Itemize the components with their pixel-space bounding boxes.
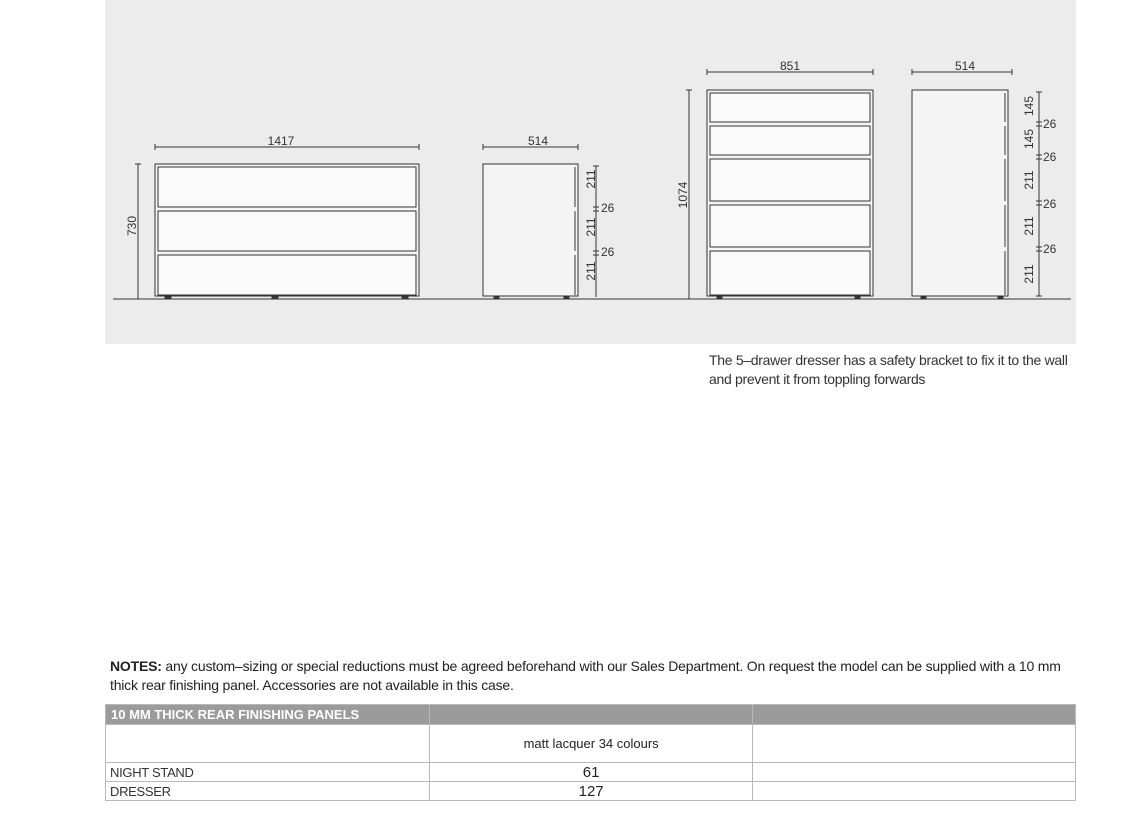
- dresser-gap-4-label: 26: [1043, 242, 1057, 256]
- dresser-drawer-4-label: 211: [1022, 216, 1036, 236]
- table-cell: [753, 763, 1076, 782]
- dresser-drawer-3-label: 211: [1022, 170, 1036, 190]
- notes-text: any custom–sizing or special reductions must be agreed beforehand with our Sales Department. On request the model can be supplied with a 10 mm thick rear finishing panel. Accessories are not available in this case.: [110, 658, 1061, 693]
- table-title: 10 MM THICK REAR FINISHING PANELS: [106, 705, 430, 725]
- dresser-gap-3-label: 26: [1043, 197, 1057, 211]
- nightstand-gap-1-label: 26: [601, 201, 615, 215]
- table-row: [106, 782, 1076, 801]
- furniture-drawing: [105, 0, 1076, 344]
- dresser-side-view: [912, 90, 1008, 299]
- chest-front-view: [155, 164, 419, 299]
- caption-line-2: and prevent it from toppling forwards: [709, 371, 926, 387]
- table-cell: [753, 782, 1076, 801]
- table-header-row: [106, 705, 1076, 725]
- dresser-width-label: 851: [779, 59, 801, 73]
- nightstand-drawer-1-label: 211: [584, 169, 598, 189]
- nightstand-side-view: [483, 164, 578, 299]
- notes-label: NOTES:: [110, 658, 162, 674]
- dresser-gap-1-label: 26: [1043, 117, 1057, 131]
- notes-paragraph: [110, 657, 1085, 695]
- dresser-drawer-1-label: 145: [1022, 95, 1036, 117]
- technical-drawing-panel: [105, 0, 1076, 344]
- nightstand-drawer-2-label: 211: [584, 217, 598, 237]
- table-row: [106, 763, 1076, 782]
- table-header-cell: [753, 705, 1076, 725]
- dresser-gap-2-label: 26: [1043, 150, 1057, 164]
- row-price: 61: [429, 763, 752, 782]
- safety-bracket-caption: [709, 351, 1079, 389]
- table-cell: [106, 725, 430, 763]
- row-label: NIGHT STAND: [106, 763, 430, 782]
- row-price: 127: [429, 782, 752, 801]
- table-subheader-row: [106, 725, 1076, 763]
- chest-height-label: 730: [125, 215, 139, 237]
- dresser-depth-label: 514: [954, 59, 976, 73]
- chest-width-label: 1417: [267, 134, 295, 148]
- table-header-cell: [429, 705, 752, 725]
- caption-line-1: The 5–drawer dresser has a safety bracket to fix it to the wall: [709, 352, 1068, 368]
- dresser-drawer-5-label: 211: [1022, 264, 1036, 284]
- row-label: DRESSER: [106, 782, 430, 801]
- nightstand-drawer-3-label: 211: [584, 261, 598, 281]
- rear-panels-table: [105, 704, 1076, 801]
- nightstand-depth-label: 514: [527, 134, 549, 148]
- table-cell: [753, 725, 1076, 763]
- dresser-front-view: [707, 90, 873, 299]
- dresser-drawer-2-label: 145: [1022, 128, 1036, 150]
- nightstand-gap-2-label: 26: [601, 245, 615, 259]
- dresser-height-label: 1074: [676, 181, 690, 209]
- finish-column-header: matt lacquer 34 colours: [429, 725, 752, 763]
